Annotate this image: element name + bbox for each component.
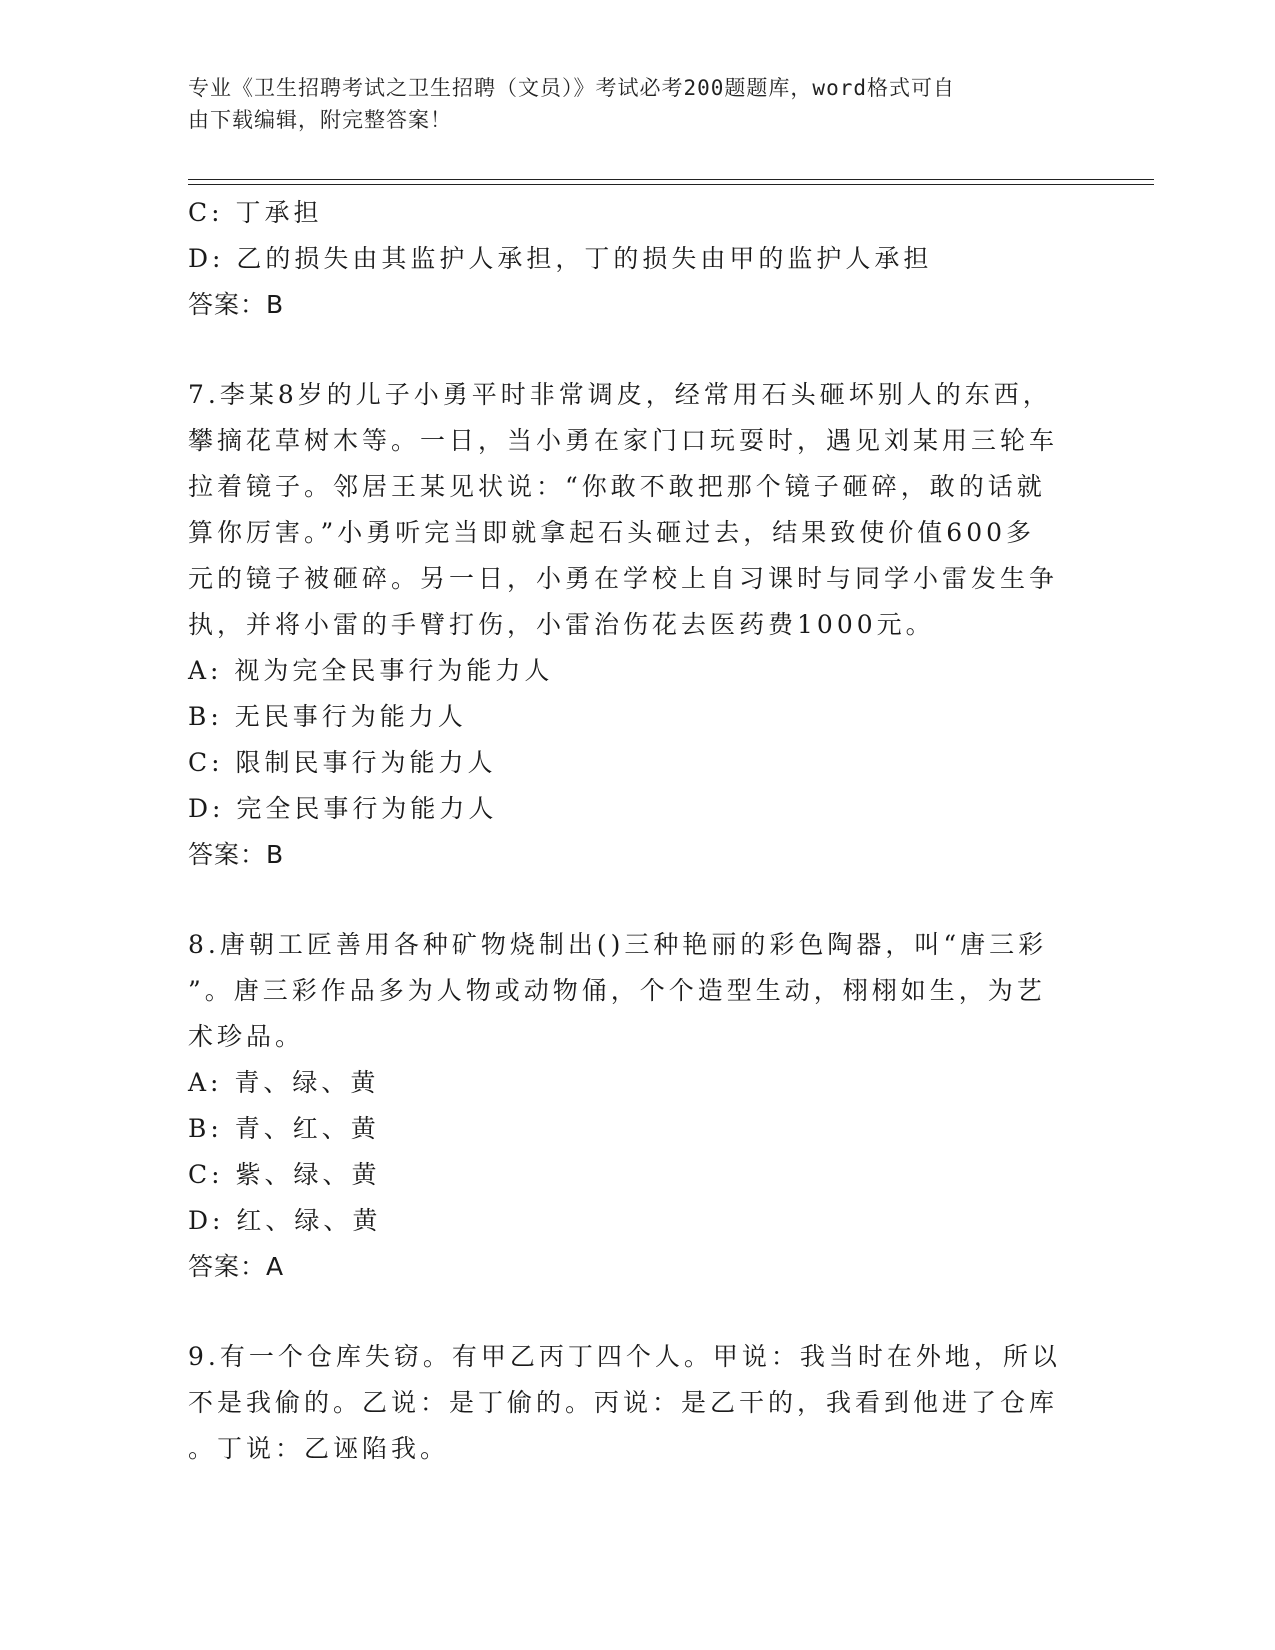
header-line-1: 专业《卫生招聘考试之卫生招聘（文员）》考试必考200题题库，word格式可自 [188,76,955,100]
option-a: A: 青、绿、黄 [188,1068,380,1097]
question-7 [188,372,1068,878]
option-d: D: 完全民事行为能力人 [188,794,498,823]
option-a: A: 视为完全民事行为能力人 [188,656,554,685]
option-d: D: 红、绿、黄 [188,1206,382,1235]
option-d: D: 乙的损失由其监护人承担，丁的损失由甲的监护人承担 [188,244,933,273]
document-header [188,72,1068,136]
question-text-line: 8.唐朝工匠善用各种矿物烧制出()三种艳丽的彩色陶器，叫“唐三彩 [188,930,1048,959]
spacer [188,1290,1068,1334]
question-text-line: 元的镜子被砸碎。另一日，小勇在学校上自习课时与同学小雷发生争 [188,564,1059,593]
answer-line: 答案：B [188,840,285,869]
question-text-line: 算你厉害。”小勇听完当即就拿起石头砸过去，结果致使价值600多 [188,518,1036,547]
question-text-line: 执，并将小雷的手臂打伤，小雷治伤花去医药费1000元。 [188,610,935,639]
question-text-line: 9.有一个仓库失窃。有甲乙丙丁四个人。甲说：我当时在外地，所以 [188,1342,1061,1371]
question-text-line: 。丁说：乙诬陷我。 [188,1434,450,1463]
option-c: C: 紫、绿、黄 [188,1160,381,1189]
question-text-line: 拉着镜子。邻居王某见状说：“你敢不敢把那个镜子砸碎，敢的话就 [188,472,1046,501]
question-9 [188,1334,1068,1472]
answer-line: 答案：B [188,290,285,319]
answer-line: 答案：A [188,1252,285,1281]
header-rule-top [188,179,1154,180]
question-text-line: 7.李某8岁的儿子小勇平时非常调皮，经常用石头砸坏别人的东西， [188,380,1052,409]
question-text-line: 攀摘花草树木等。一日，当小勇在家门口玩耍时，遇见刘某用三轮车 [188,426,1059,455]
question-text-line: 不是我偷的。乙说：是丁偷的。丙说：是乙干的，我看到他进了仓库 [188,1388,1059,1417]
option-c: C: 限制民事行为能力人 [188,748,497,777]
option-b: B: 青、红、黄 [188,1114,380,1143]
header-rule-bottom [188,184,1154,185]
question-text-line: ”。唐三彩作品多为人物或动物俑，个个造型生动，栩栩如生，为艺 [188,976,1046,1005]
question-6-tail [188,190,1068,328]
option-b: B: 无民事行为能力人 [188,702,467,731]
document-body [188,190,1068,1472]
header-line-2: 由下载编辑，附完整答案！ [188,108,452,132]
question-text-line: 术珍品。 [188,1022,305,1051]
spacer [188,328,1068,372]
question-8 [188,922,1068,1290]
option-c: C: 丁承担 [188,198,323,227]
spacer [188,878,1068,922]
